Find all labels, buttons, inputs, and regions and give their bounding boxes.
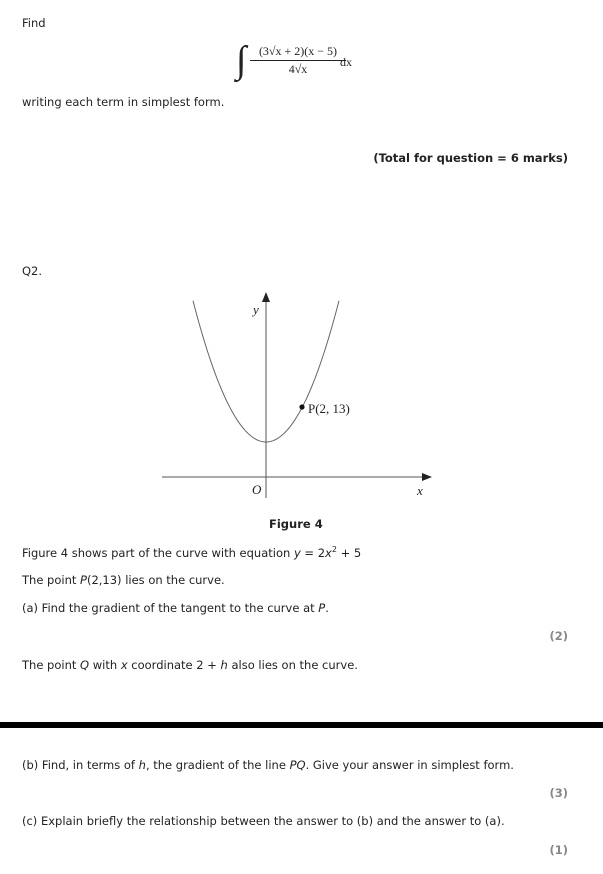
part-b-text: (b) Find, in terms of [22,758,139,772]
figure-caption: Figure 4 [269,517,323,531]
point-p-label: P(2, 13) [308,401,350,416]
var-x: x [325,545,332,560]
var-p: P [80,573,87,587]
q2-label: Q2. [22,264,43,278]
point-p-marker [299,404,304,409]
part-c-marks: (1) [549,843,568,857]
point-q-after: also lies on the curve. [227,658,358,672]
y-axis-arrow [262,292,270,302]
part-a-marks: (2) [549,629,568,643]
y-axis-label: y [253,302,259,317]
integrand-numerator: (3√x + 2)(x − 5) [250,44,346,61]
intro-before: Figure 4 shows part of the curve with equation [22,545,294,560]
curve-equation-text [22,545,361,560]
intro-eq: = 2 [300,545,326,560]
point-q-mid2: coordinate 2 + [127,658,221,672]
point-q-before: The point [22,658,81,672]
part-b-after: . Give your answer in simplest form. [305,758,514,772]
part-b-mid: , the gradient of the line [145,758,290,772]
part-c-question: (c) Explain briefly the relationship between the answer to (b) and the answer to (a). [22,814,505,828]
point-q-mid: with [89,658,121,672]
part-b-pq: PQ [289,758,306,772]
part-b-marks: (3) [549,786,568,800]
x-axis-arrow [422,473,432,481]
point-p-statement [22,573,225,587]
var-q: Q [80,658,90,672]
point-p-after: (2,13) lies on the curve. [86,573,225,587]
integrand-denominator: 4√x [288,62,308,76]
integral-expression [236,40,366,86]
integrand-fraction [250,44,346,77]
part-b-question [22,758,514,772]
integral-sign: ∫ [236,39,247,81]
var-x-q: x [120,658,128,672]
var-y: y [293,545,301,560]
exponent: 2 [331,545,337,554]
integral-differential: dx [340,55,352,69]
page-divider [0,722,603,728]
part-a-end: . [325,601,329,615]
part-a-question [22,601,329,615]
var-h: h [220,658,228,672]
q1-instruction: writing each term in simplest form. [22,95,225,109]
intro-after: + 5 [336,545,362,560]
origin-label: O [252,482,262,497]
find-text: Find [22,16,46,30]
figure-4-graph [150,284,450,504]
q1-total-marks: (Total for question = 6 marks) [373,151,568,165]
part-b-h: h [138,758,146,772]
x-axis-label: x [417,483,423,498]
point-p-before: The point [22,573,81,587]
point-q-statement [22,658,358,672]
part-a-text: (a) Find the gradient of the tangent to the curve at [22,601,319,615]
part-a-p: P [318,601,326,615]
